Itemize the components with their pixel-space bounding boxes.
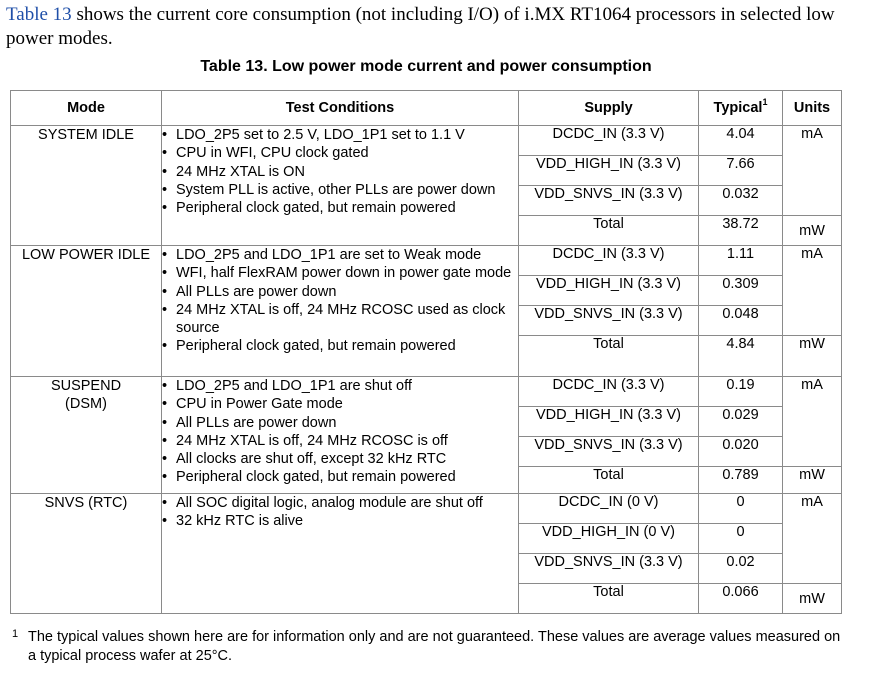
units-cell: mA	[783, 126, 842, 216]
conditions-list	[162, 377, 518, 487]
header-mode: Mode	[11, 91, 162, 126]
total-value-cell: 0.789	[699, 467, 783, 494]
typical-cell: 0	[699, 524, 783, 554]
table-row	[11, 246, 842, 276]
conditions-cell	[162, 377, 519, 494]
mode-sublabel: (DSM)	[65, 396, 107, 412]
condition-item: • All PLLs are power down	[162, 414, 518, 432]
units-cell: mA	[783, 246, 842, 336]
header-typical	[699, 91, 783, 126]
units-cell: mA	[783, 377, 842, 467]
footnote-mark: 1	[12, 628, 19, 640]
conditions-cell	[162, 246, 519, 377]
power-consumption-table	[10, 90, 842, 614]
condition-item: • CPU in Power Gate mode	[162, 395, 518, 413]
mode-label: SUSPEND	[50, 378, 122, 394]
supply-cell: VDD_HIGH_IN (3.3 V)	[519, 156, 699, 186]
supply-cell: VDD_HIGH_IN (3.3 V)	[519, 407, 699, 437]
header-supply: Supply	[519, 91, 699, 126]
typical-cell: 0.048	[699, 306, 783, 336]
typical-cell: 0.032	[699, 186, 783, 216]
total-value-cell: 0.066	[699, 584, 783, 614]
typical-cell: 7.66	[699, 156, 783, 186]
total-value-cell: 4.84	[699, 336, 783, 377]
condition-item: • 24 MHz XTAL is off, 24 MHz RCOSC is off	[162, 432, 518, 450]
supply-cell: VDD_HIGH_IN (3.3 V)	[519, 276, 699, 306]
supply-cell: DCDC_IN (0 V)	[519, 494, 699, 524]
table-caption: Table 13. Low power mode current and power consumption	[200, 58, 652, 75]
conditions-cell	[162, 494, 519, 614]
supply-cell: VDD_SNVS_IN (3.3 V)	[519, 554, 699, 584]
condition-item: • 24 MHz XTAL is off, 24 MHz RCOSC used as clock source	[162, 301, 518, 338]
total-units-cell: mW	[783, 216, 842, 246]
table-row	[11, 494, 842, 524]
condition-item: • LDO_2P5 and LDO_1P1 are shut off	[162, 377, 518, 395]
condition-item: • CPU in WFI, CPU clock gated	[162, 144, 518, 162]
condition-item: • LDO_2P5 and LDO_1P1 are set to Weak mode	[162, 246, 518, 264]
conditions-list	[162, 126, 518, 217]
intro-paragraph	[6, 3, 866, 51]
header-units: Units	[783, 91, 842, 126]
mode-cell	[11, 377, 162, 494]
supply-cell: DCDC_IN (3.3 V)	[519, 246, 699, 276]
total-value-cell: 38.72	[699, 216, 783, 246]
total-label-cell: Total	[519, 336, 699, 377]
condition-item: • Peripheral clock gated, but remain powered	[162, 199, 518, 217]
intro-text: shows the current core consumption (not including I/O) of i.MX RT1064 processors in selected low power modes.	[6, 4, 835, 49]
typical-cell: 0	[699, 494, 783, 524]
condition-item: • Peripheral clock gated, but remain powered	[162, 468, 518, 486]
table-header-row	[11, 91, 842, 126]
typical-cell: 4.04	[699, 126, 783, 156]
condition-item: • System PLL is active, other PLLs are power down	[162, 181, 518, 199]
typical-cell: 0.029	[699, 407, 783, 437]
mode-cell: LOW POWER IDLE	[11, 246, 162, 377]
table-footnote	[12, 628, 852, 666]
typical-cell: 0.309	[699, 276, 783, 306]
condition-item: • WFI, half FlexRAM power down in power gate mode	[162, 264, 518, 282]
total-units-cell: mW	[783, 467, 842, 494]
condition-item: • Peripheral clock gated, but remain powered	[162, 337, 518, 355]
table-reference-link[interactable]: Table 13	[6, 4, 72, 25]
conditions-list	[162, 246, 518, 356]
footnote-ref: 1	[762, 97, 768, 107]
typical-cell: 0.19	[699, 377, 783, 407]
supply-cell: VDD_HIGH_IN (0 V)	[519, 524, 699, 554]
typical-cell: 0.02	[699, 554, 783, 584]
condition-item: • All clocks are shut off, except 32 kHz RTC	[162, 450, 518, 468]
total-label-cell: Total	[519, 216, 699, 246]
table-row	[11, 126, 842, 156]
supply-cell: VDD_SNVS_IN (3.3 V)	[519, 186, 699, 216]
footnote-text: The typical values shown here are for information only and are not guaranteed. These values are average values measured on a typical process wafer at 25°C.	[28, 629, 841, 664]
typical-cell: 1.11	[699, 246, 783, 276]
header-typical-label: Typical	[713, 100, 763, 116]
conditions-list	[162, 494, 518, 531]
total-units-cell: mW	[783, 336, 842, 377]
total-units-cell: mW	[783, 584, 842, 614]
condition-item: • All SOC digital logic, analog module are shut off	[162, 494, 518, 512]
total-label-cell: Total	[519, 467, 699, 494]
condition-item: • 32 kHz RTC is alive	[162, 512, 518, 530]
typical-cell: 0.020	[699, 437, 783, 467]
supply-cell: DCDC_IN (3.3 V)	[519, 377, 699, 407]
conditions-cell	[162, 126, 519, 246]
supply-cell: VDD_SNVS_IN (3.3 V)	[519, 437, 699, 467]
supply-cell: DCDC_IN (3.3 V)	[519, 126, 699, 156]
condition-item: • 24 MHz XTAL is ON	[162, 163, 518, 181]
mode-cell: SNVS (RTC)	[11, 494, 162, 614]
mode-cell: SYSTEM IDLE	[11, 126, 162, 246]
table-row	[11, 377, 842, 407]
condition-item: • LDO_2P5 set to 2.5 V, LDO_1P1 set to 1.1 V	[162, 126, 518, 144]
units-cell: mA	[783, 494, 842, 584]
total-label-cell: Total	[519, 584, 699, 614]
condition-item: • All PLLs are power down	[162, 283, 518, 301]
supply-cell: VDD_SNVS_IN (3.3 V)	[519, 306, 699, 336]
header-test-conditions: Test Conditions	[162, 91, 519, 126]
